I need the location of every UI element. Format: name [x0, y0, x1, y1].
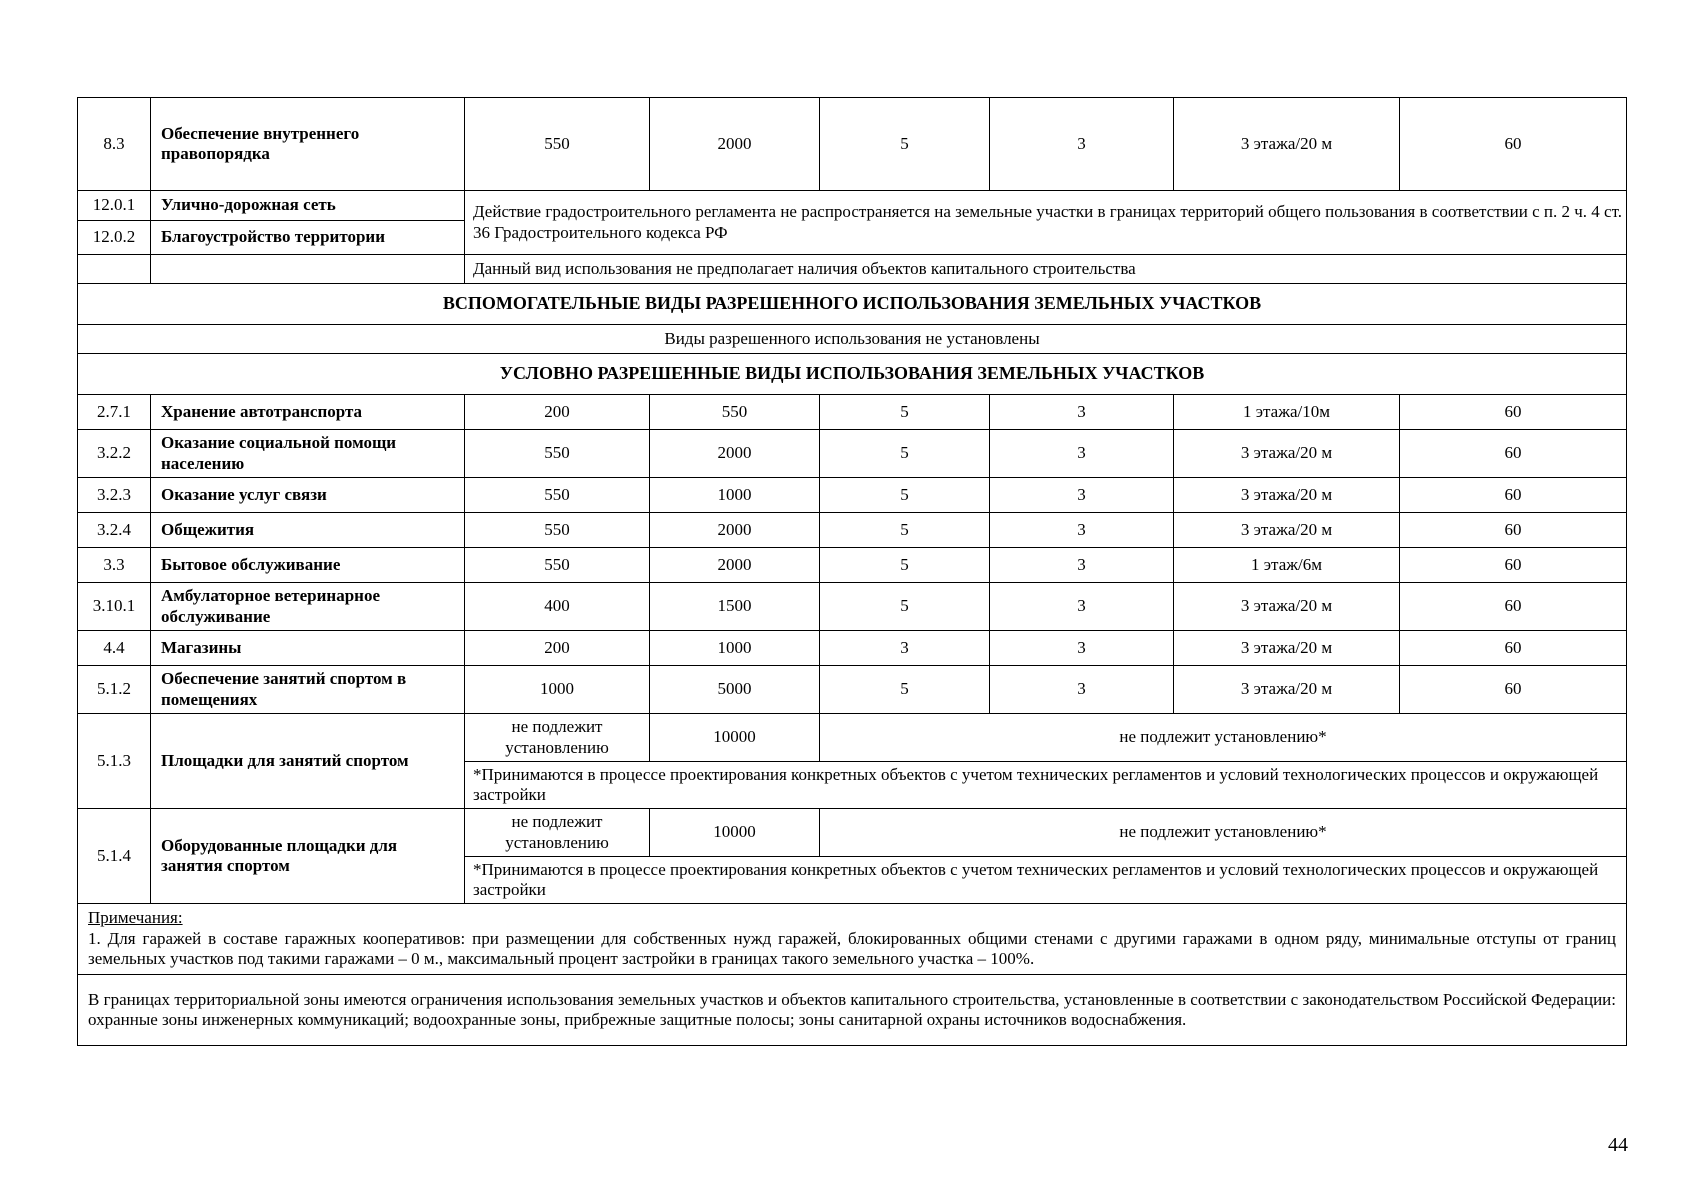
- row-code: 2.7.1: [78, 395, 151, 430]
- table-row: [78, 548, 1627, 583]
- row-code: 3.2.2: [78, 430, 151, 478]
- table-row: [78, 191, 1627, 221]
- row-code: 5.1.4: [78, 809, 151, 904]
- cell-value: не подлежит установлению*: [820, 714, 1627, 762]
- cond-heading: УСЛОВНО РАЗРЕШЕННЫЕ ВИДЫ ИСПОЛЬЗОВАНИЯ ЗЕМЕЛЬНЫХ УЧАСТКОВ: [78, 354, 1627, 395]
- row-code: 3.2.3: [78, 478, 151, 513]
- cell-value: 5: [820, 478, 990, 513]
- cell-value: не подлежит установлению: [465, 809, 650, 857]
- cell-value: 60: [1400, 666, 1627, 714]
- cell-value: 60: [1400, 631, 1627, 666]
- row-code: 5.1.2: [78, 666, 151, 714]
- cell-value: 3 этажа/20 м: [1174, 583, 1400, 631]
- regulations-table: [77, 97, 1627, 1046]
- cell-value: 3: [990, 548, 1174, 583]
- table-row: [78, 809, 1627, 857]
- cell-value: 550: [465, 98, 650, 191]
- cell-value: 200: [465, 395, 650, 430]
- table-row: [78, 478, 1627, 513]
- cell-value: 60: [1400, 395, 1627, 430]
- cell-value: 2000: [650, 430, 820, 478]
- cell-value: 3: [820, 631, 990, 666]
- row-code: 5.1.3: [78, 714, 151, 809]
- row-code: 8.3: [78, 98, 151, 191]
- section-row: [78, 354, 1627, 395]
- cell-value: 5: [820, 513, 990, 548]
- cell-value: 60: [1400, 513, 1627, 548]
- cell-value: 5: [820, 430, 990, 478]
- cell-value: 3: [990, 631, 1174, 666]
- table-row: [78, 430, 1627, 478]
- row-code: 12.0.2: [78, 221, 151, 255]
- restrictions-text: В границах территориальной зоны имеются ограничения использования земельных участков и объектов капитального строительства, установленные в соответствии с законодательством Российской Федерации: охранные зоны инженерных коммуникаций; водоохранные зоны, прибрежные защитные полосы; зоны санитарной охраны источников водоснабжения.: [78, 975, 1627, 1046]
- row-note: *Принимаются в процессе проектирования конкретных объектов с учетом технических регламентов и условий технологических процессов и окружающей застройки: [465, 762, 1627, 809]
- empty-cell: [78, 255, 151, 284]
- no-capital-text: Данный вид использования не предполагает наличия объектов капитального строительства: [465, 255, 1627, 284]
- cell-value: 1000: [650, 631, 820, 666]
- cell-value: не подлежит установлению: [465, 714, 650, 762]
- notes-cell: [78, 904, 1627, 975]
- cell-value: 3 этажа/20 м: [1174, 631, 1400, 666]
- cell-value: 60: [1400, 478, 1627, 513]
- cell-value: 3: [990, 513, 1174, 548]
- table-row: [78, 325, 1627, 354]
- table-row: [78, 666, 1627, 714]
- cell-value: 550: [465, 478, 650, 513]
- row-name: Улично-дорожная сеть: [151, 191, 465, 221]
- notes-title: Примечания:: [88, 908, 183, 928]
- row-name: Общежития: [151, 513, 465, 548]
- table-row: [78, 98, 1627, 191]
- row-note: *Принимаются в процессе проектирования конкретных объектов с учетом технических регламентов и условий технологических процессов и окружающей застройки: [465, 857, 1627, 904]
- cell-value: 3: [990, 583, 1174, 631]
- table-row: [78, 631, 1627, 666]
- row-name: Бытовое обслуживание: [151, 548, 465, 583]
- cell-value: 5: [820, 395, 990, 430]
- row-code: 3.2.4: [78, 513, 151, 548]
- cell-value: 3 этажа/20 м: [1174, 478, 1400, 513]
- row-name: Амбулаторное ветеринарное обслуживание: [151, 583, 465, 631]
- row-name: Магазины: [151, 631, 465, 666]
- notes-row: [78, 975, 1627, 1046]
- cell-value: 3 этажа/20 м: [1174, 513, 1400, 548]
- cell-value: 3: [990, 395, 1174, 430]
- row-name: Благоустройство территории: [151, 221, 465, 255]
- cell-value: 2000: [650, 513, 820, 548]
- row-name: Обеспечение занятий спортом в помещениях: [151, 666, 465, 714]
- row-code: 3.3: [78, 548, 151, 583]
- cell-value: 1000: [650, 478, 820, 513]
- cell-value: 2000: [650, 98, 820, 191]
- row-name: Оборудованные площадки для занятия спортом: [151, 809, 465, 904]
- row-name: Обеспечение внутреннего правопорядка: [151, 98, 465, 191]
- table-row: [78, 255, 1627, 284]
- cell-value: 3: [990, 98, 1174, 191]
- cell-value: 5: [820, 548, 990, 583]
- row-code: 12.0.1: [78, 191, 151, 221]
- notes-row: [78, 904, 1627, 975]
- cell-value: 3 этажа/20 м: [1174, 666, 1400, 714]
- aux-text: Виды разрешенного использования не установлены: [78, 325, 1627, 354]
- cell-value: 5: [820, 666, 990, 714]
- cell-value: 3 этажа/20 м: [1174, 430, 1400, 478]
- page-number: 44: [1608, 1134, 1628, 1156]
- cell-value: 60: [1400, 430, 1627, 478]
- row-name: Хранение автотранспорта: [151, 395, 465, 430]
- cell-value: 400: [465, 583, 650, 631]
- cell-value: 3: [990, 666, 1174, 714]
- cell-value: 3: [990, 478, 1174, 513]
- cell-value: 550: [465, 548, 650, 583]
- cell-value: 1 этаж/6м: [1174, 548, 1400, 583]
- cell-value: 3 этажа/20 м: [1174, 98, 1400, 191]
- cell-value: 5000: [650, 666, 820, 714]
- aux-heading: ВСПОМОГАТЕЛЬНЫЕ ВИДЫ РАЗРЕШЕННОГО ИСПОЛЬЗОВАНИЯ ЗЕМЕЛЬНЫХ УЧАСТКОВ: [78, 284, 1627, 325]
- cell-value: 60: [1400, 583, 1627, 631]
- cell-value: 5: [820, 583, 990, 631]
- cell-value: 60: [1400, 98, 1627, 191]
- cell-value: 200: [465, 631, 650, 666]
- cell-value: 550: [465, 430, 650, 478]
- cell-value: 550: [465, 513, 650, 548]
- cell-value: 1 этажа/10м: [1174, 395, 1400, 430]
- row-name: Оказание социальной помощи населению: [151, 430, 465, 478]
- cell-value: 5: [820, 98, 990, 191]
- table-row: [78, 714, 1627, 762]
- notes-item: 1. Для гаражей в составе гаражных кооперативов: при размещении для собственных нужд гаражей, блокированных общими стенами с другими гаражами в одном ряду, минимальные отступы от границ земельных участков под такими гаражами – 0 м., максимальный процент застройки в границах такого земельного участка – 100%.: [88, 928, 1616, 969]
- row-name: Площадки для занятий спортом: [151, 714, 465, 809]
- cell-value: 2000: [650, 548, 820, 583]
- cell-value: 1500: [650, 583, 820, 631]
- section-row: [78, 284, 1627, 325]
- cell-value: 10000: [650, 809, 820, 857]
- cell-value: 550: [650, 395, 820, 430]
- table-row: [78, 395, 1627, 430]
- table-row: [78, 583, 1627, 631]
- cell-value: 10000: [650, 714, 820, 762]
- row-name: Оказание услуг связи: [151, 478, 465, 513]
- cell-value: 3: [990, 430, 1174, 478]
- cell-value: 1000: [465, 666, 650, 714]
- regulation-text: Действие градостроительного регламента не распространяется на земельные участки в границах территорий общего пользования в соответствии с п. 2 ч. 4 ст. 36 Градостроительного кодекса РФ: [465, 191, 1627, 255]
- empty-cell: [151, 255, 465, 284]
- cell-value: не подлежит установлению*: [820, 809, 1627, 857]
- row-code: 4.4: [78, 631, 151, 666]
- row-code: 3.10.1: [78, 583, 151, 631]
- table-row: [78, 513, 1627, 548]
- cell-value: 60: [1400, 548, 1627, 583]
